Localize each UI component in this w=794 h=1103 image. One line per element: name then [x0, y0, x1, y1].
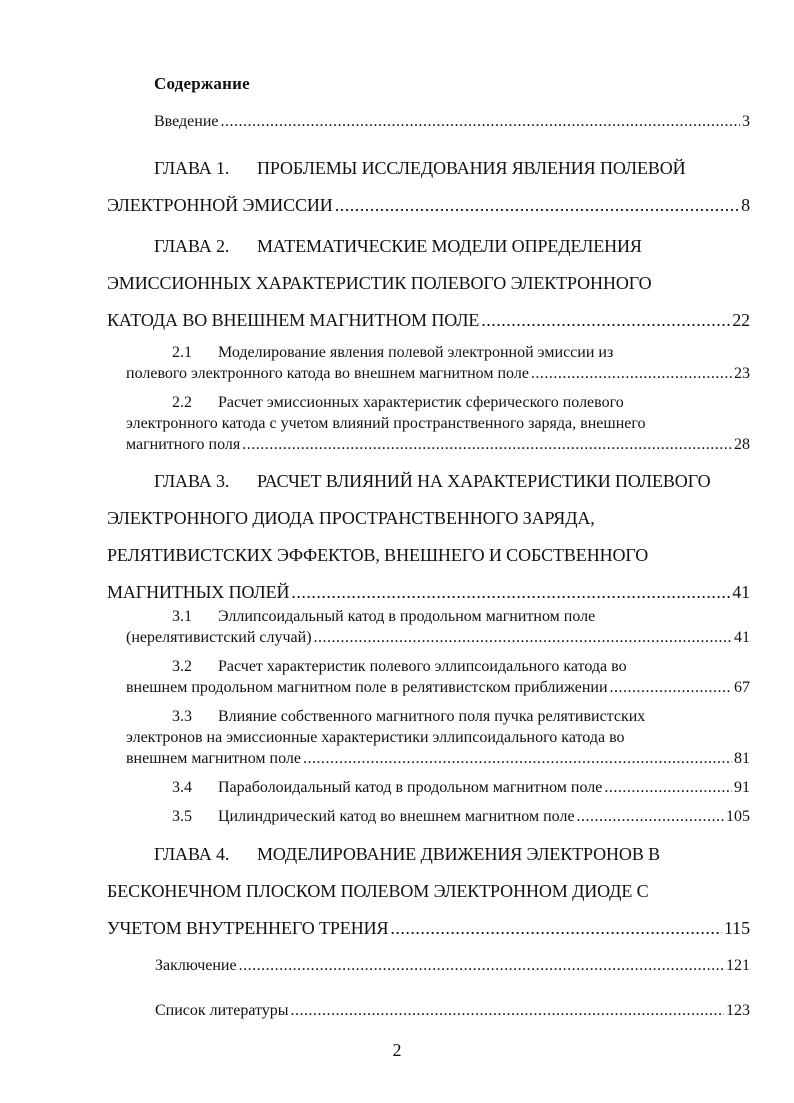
- chapter-title-line: РЕЛЯТИВИСТСКИХ ЭФФЕКТОВ, ВНЕШНЕГО И СОБСТВЕННОГО: [107, 545, 649, 565]
- toc-chapter-4[interactable]: [107, 836, 750, 947]
- entry-page: 121: [726, 957, 750, 974]
- section-title-line: [172, 806, 575, 827]
- section-title-line: [172, 777, 602, 798]
- chapter-title-line: БЕСКОНЕЧНОМ ПЛОСКОМ ПОЛЕВОМ ЭЛЕКТРОННОМ ДИОДЕ С: [107, 881, 649, 901]
- dot-leader: [242, 434, 732, 455]
- section-title-line: магнитного поля: [126, 436, 241, 453]
- section-title-text: Параболоидальный катод в продольном магнитном поле: [218, 779, 603, 796]
- section-title-line: электронного катода с учетом влияний пространственного заряда, внешнего: [126, 415, 646, 432]
- section-title-line: электронов на эмиссионные характеристики эллипсоидального катода во: [126, 729, 625, 746]
- section-title-line: Расчет эмиссионных характеристик сферического полевого: [218, 394, 624, 411]
- dot-leader: [335, 187, 739, 224]
- entry-title: Введение: [154, 113, 219, 130]
- chapter-title-line: ЭЛЕКТРОННОГО ДИОДА ПРОСТРАНСТВЕННОГО ЗАРЯДА,: [107, 508, 595, 528]
- toc-heading: Содержание: [154, 74, 250, 93]
- chapter-number: ГЛАВА 1.: [154, 158, 230, 178]
- chapter-page: 115: [723, 918, 750, 938]
- toc-section-3-4[interactable]: [107, 777, 750, 798]
- section-title-line: (нерелятивистский случай): [126, 629, 312, 646]
- chapter-page: 41: [732, 582, 750, 602]
- section-title-line: внешнем магнитном поле: [126, 750, 301, 767]
- chapter-title-line: УЧЕТОМ ВНУТРЕННЕГО ТРЕНИЯ: [107, 918, 389, 938]
- section-page: 91: [734, 779, 750, 796]
- section-page: 81: [734, 750, 750, 767]
- dot-leader: [481, 302, 730, 339]
- chapter-number: ГЛАВА 3.: [154, 471, 230, 491]
- section-title-line: полевого электронного катода во внешнем магнитном поле: [126, 365, 529, 382]
- chapter-title-line: МАТЕМАТИЧЕСКИЕ МОДЕЛИ ОПРЕДЕЛЕНИЯ: [257, 236, 642, 256]
- dot-leader: [390, 910, 722, 947]
- chapter-title-line: РАСЧЕТ ВЛИЯНИЙ НА ХАРАКТЕРИСТИКИ ПОЛЕВОГО: [257, 471, 711, 491]
- chapter-number: ГЛАВА 2.: [154, 236, 230, 256]
- chapter-title-line: ЭЛЕКТРОННОЙ ЭМИССИИ: [107, 195, 333, 215]
- dot-leader: [577, 806, 724, 827]
- section-number: 3.4: [172, 779, 192, 796]
- dot-leader: [610, 677, 732, 698]
- section-number: 3.5: [172, 808, 192, 825]
- section-page: 67: [734, 679, 750, 696]
- toc-chapter-3[interactable]: [107, 463, 750, 611]
- entry-page: 123: [726, 1002, 750, 1019]
- toc-section-2-1[interactable]: [107, 342, 750, 384]
- dot-leader: [291, 1000, 724, 1022]
- toc-section-3-2[interactable]: [107, 656, 750, 698]
- dot-leader: [239, 955, 724, 977]
- toc-entry-intro[interactable]: [154, 111, 750, 133]
- section-page: 23: [734, 365, 750, 382]
- chapter-title-line: КАТОДА ВО ВНЕШНЕМ МАГНИТНОМ ПОЛЕ: [107, 310, 480, 330]
- section-title-text: Цилиндрический катод во внешнем магнитном поле: [218, 808, 575, 825]
- section-number: 3.2: [172, 658, 192, 675]
- chapter-title-line: ЭМИССИОННЫХ ХАРАКТЕРИСТИК ПОЛЕВОГО ЭЛЕКТРОННОГО: [107, 273, 652, 293]
- page-number: 2: [392, 1040, 402, 1060]
- entry-title: Заключение: [155, 957, 237, 974]
- section-page: 28: [734, 436, 750, 453]
- section-number: 3.3: [172, 708, 192, 725]
- section-number: 2.1: [172, 344, 192, 361]
- section-title-line: внешнем продольном магнитном поле в релятивистском приближении: [126, 679, 608, 696]
- toc-section-3-3[interactable]: [107, 706, 750, 769]
- dot-leader: [221, 111, 741, 133]
- section-number: 3.1: [172, 608, 192, 625]
- chapter-page: 22: [732, 310, 750, 330]
- toc-section-3-5[interactable]: [107, 806, 750, 827]
- entry-page: 3: [742, 113, 750, 130]
- entry-title: Список литературы: [155, 1002, 289, 1019]
- toc-entry-conclusion[interactable]: [155, 955, 750, 977]
- section-page: 105: [726, 808, 750, 825]
- toc-section-2-2[interactable]: [107, 392, 750, 455]
- section-title-line: Влияние собственного магнитного поля пучка релятивистских: [218, 708, 646, 725]
- dot-leader: [604, 777, 732, 798]
- section-title-line: Расчет характеристик полевого эллипсоидального катода во: [218, 658, 627, 675]
- section-page: 41: [734, 629, 750, 646]
- section-title-line: Моделирование явления полевой электронной эмиссии из: [218, 344, 614, 361]
- toc-section-3-1[interactable]: [107, 606, 750, 648]
- dot-leader: [314, 627, 732, 648]
- chapter-page: 8: [741, 195, 750, 215]
- dot-leader: [303, 748, 732, 769]
- chapter-number: ГЛАВА 4.: [154, 844, 230, 864]
- section-number: 2.2: [172, 394, 192, 411]
- chapter-title-line: МОДЕЛИРОВАНИЕ ДВИЖЕНИЯ ЭЛЕКТРОНОВ В: [257, 844, 661, 864]
- chapter-title-line: МАГНИТНЫХ ПОЛЕЙ: [107, 582, 290, 602]
- toc-chapter-2[interactable]: [107, 228, 750, 339]
- toc-chapter-1[interactable]: [107, 150, 750, 224]
- section-title-line: Эллипсоидальный катод в продольном магнитном поле: [218, 608, 596, 625]
- chapter-title-line: ПРОБЛЕМЫ ИССЛЕДОВАНИЯ ЯВЛЕНИЯ ПОЛЕВОЙ: [257, 158, 686, 178]
- dot-leader: [531, 363, 732, 384]
- toc-entry-bibliography[interactable]: [155, 1000, 750, 1022]
